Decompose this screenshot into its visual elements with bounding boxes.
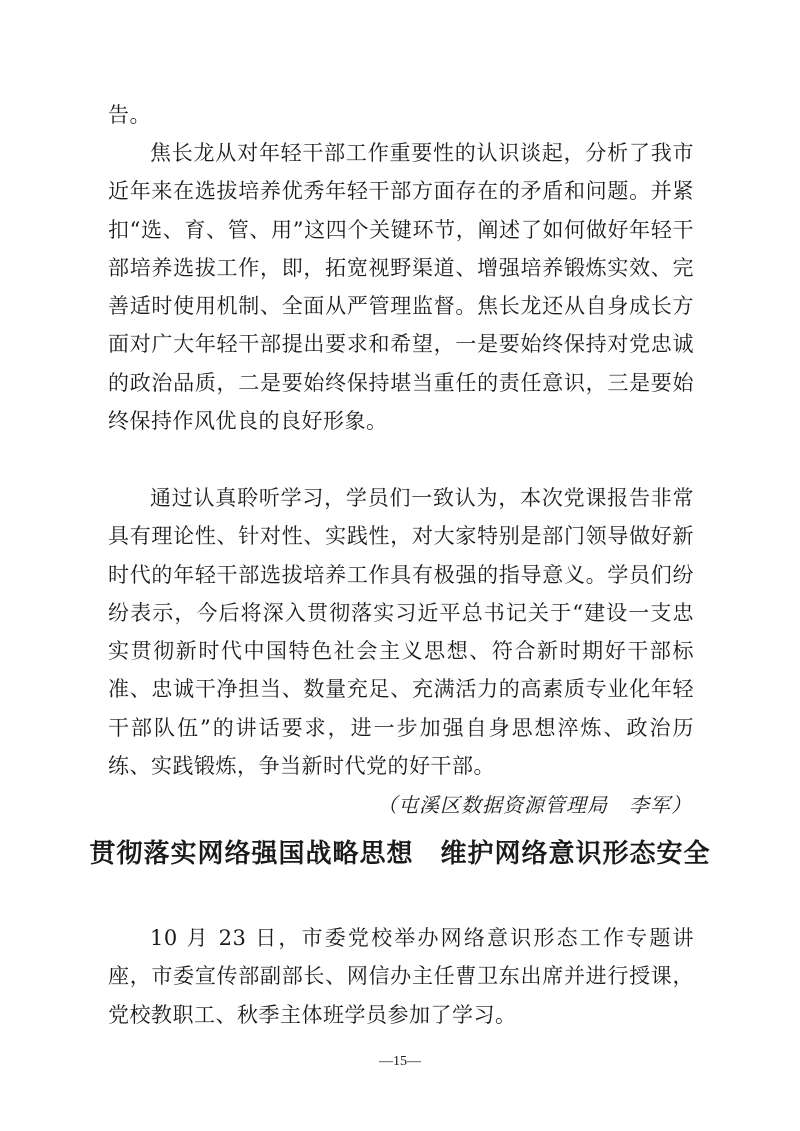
author-signature: （屯溪区数据资源管理局 李军） [377,793,692,817]
paragraph-continuation: 告。 [108,103,151,127]
page-number: —15— [379,1054,421,1069]
paragraph-lecture-intro: 10 月 23 日，市委党校举办网络意识形态工作专题讲座，市委宣传部副部长、网信办主任曹卫东出席并进行授课，党校教职工、秋季主体班学员参加了学习。 [108,926,694,1027]
article-headline: 贯彻落实网络强国战略思想 维护网络意识形态安全 [89,839,711,869]
paragraph-jiao-changlong: 焦长龙从对年轻干部工作重要性的认识谈起，分析了我市近年来在选拔培养优秀年轻干部方面存在的矛盾和问题。并紧扣“选、育、管、用”这四个关键环节，阐述了如何做好年轻干部培养选拔工作，即，拓宽视野渠道、增强培养锻炼实效、完善适时使用机制、全面从严管理监督。焦长龙还从自身成长方面对广大年轻干部提出要求和希望，一是要始终保持对党忠诚的政治品质，二是要始终保持堪当重任的责任意识，三是要始终保持作风优良的良好形象。 [108,141,694,434]
paragraph-students-feedback: 通过认真聆听学习，学员们一致认为，本次党课报告非常具有理论性、针对性、实践性，对大家特别是部门领导做好新时代的年轻干部选拔培养工作具有极强的指导意义。学员们纷纷表示，今后将深入贯彻落实习近平总书记关于“建设一支忠实贯彻新时代中国特色社会主义思想、符合新时期好干部标准、忠诚干净担当、数量充足、充满活力的高素质专业化年轻干部队伍”的讲话要求，进一步加强自身思想淬炼、政治历练、实践锻炼，争当新时代党的好干部。 [108,486,694,779]
